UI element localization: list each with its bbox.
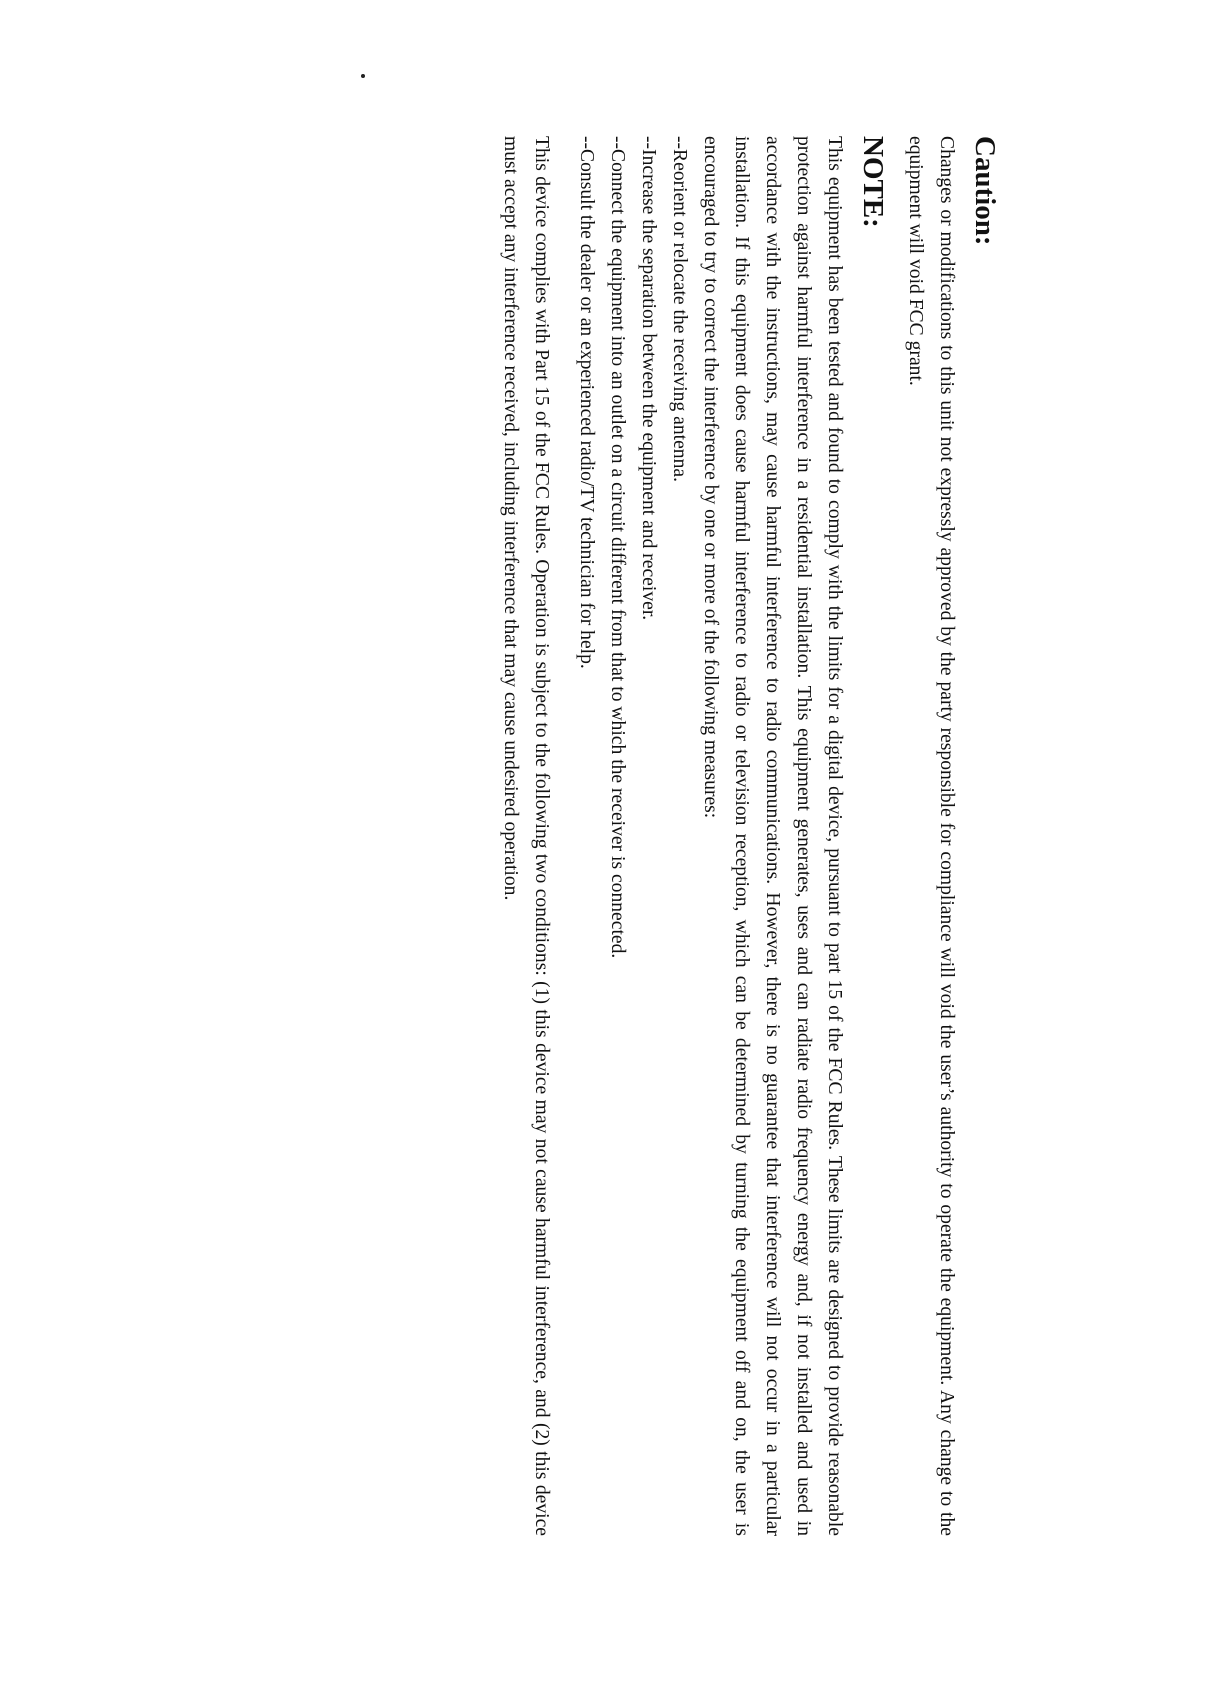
fcc-notice-document [462, 136, 1002, 1536]
list-item: --Connect the equipment into an outlet on a circuit different from that to which the receiver is connected. [607, 136, 628, 959]
note-heading: NOTE: [857, 136, 889, 228]
list-item: --Increase the separation between the equipment and receiver. [638, 136, 659, 621]
list-item: --Reorient or relocate the receiving antenna. [669, 136, 690, 482]
scan-speck [361, 74, 365, 78]
measures-list [571, 136, 695, 1536]
fcc-compliance-paragraph: This device complies with Part 15 of the FCC Rules. Operation is subject to the following two conditions: (1) this device may not cause harmful interference, and (2) this device must accept any interference received, including interference that may cause undesired operation. [500, 136, 552, 1536]
caution-heading: Caution: [969, 136, 1001, 246]
note-paragraph: This equipment has been tested and found to comply with the limits for a digital device, pursuant to part 15 of the FCC Rules. These limits are designed to provide reasonable protection against harmful interference in a residential installation. This equipment generates, uses and can radiate radio frequency energy and, if not installed and used in accordance with the instructions, may cause harmful interference to radio communications. However, there is no guarantee that interference will not occur in a particular installation. If this equipment does cause harmful interference to radio or television reception, which can be determined by turning the equipment off and on, the user is encouraged to try to correct the interference by one or more of the following measures: [700, 136, 845, 1536]
list-item: --Consult the dealer or an experienced radio/TV technician for help. [576, 136, 597, 669]
caution-paragraph: Changes or modifications to this unit not expressly approved by the party responsible for compliance will void the user’s authority to operate the equipment. Any change to the equipment will void FCC grant. [905, 136, 957, 1536]
